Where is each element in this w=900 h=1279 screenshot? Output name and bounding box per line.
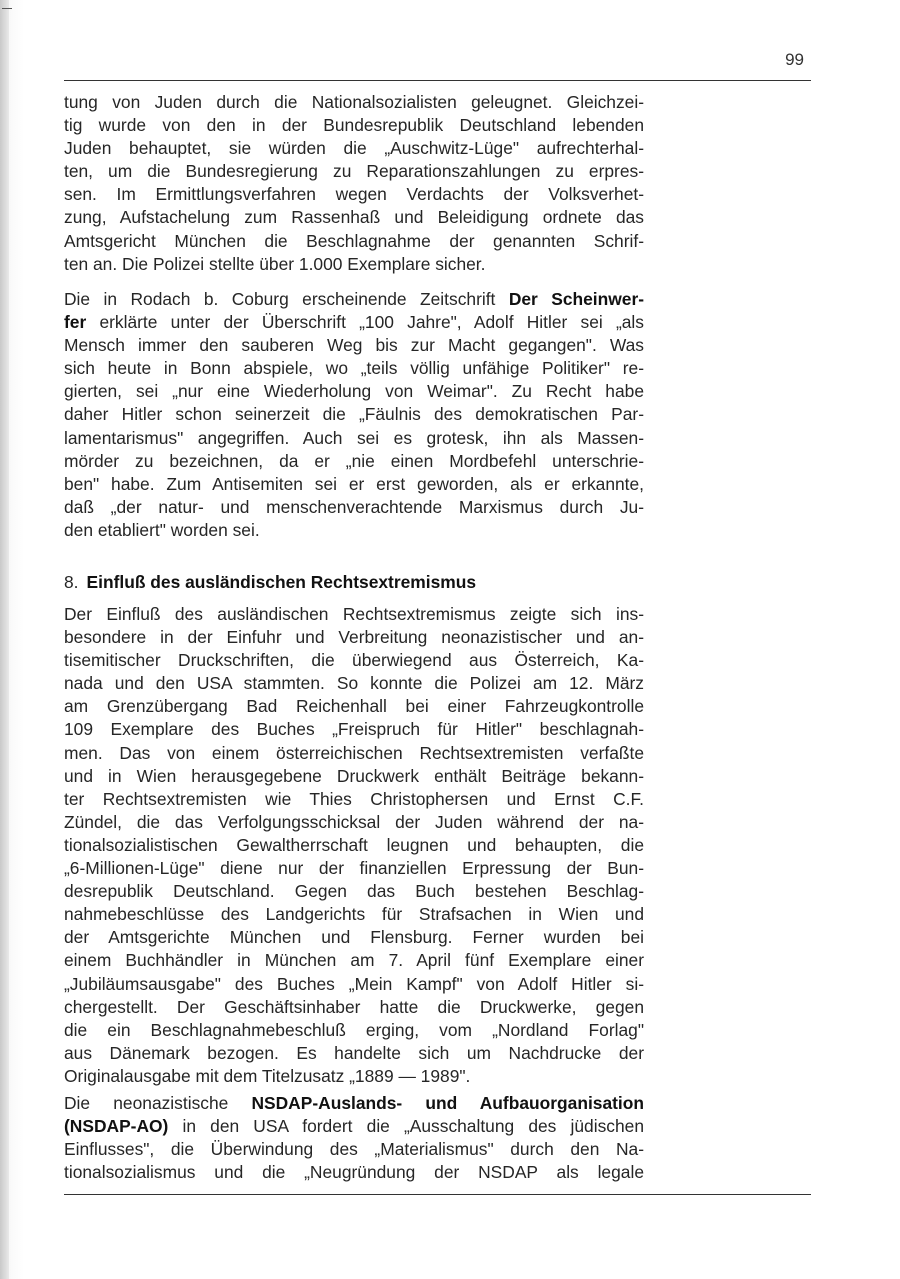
text-line: desrepublik Deutschland. Gegen das Buch bestehen Beschlag- — [64, 881, 644, 902]
text-line: den etabliert" worden sei. — [64, 519, 260, 540]
page-number: 99 — [785, 50, 804, 69]
text-line: zung, Aufstachelung zum Rassenhaß und Beleidigung ordnete das — [64, 207, 644, 228]
text-line: „6-Millionen-Lüge" diene nur der finanziellen Erpressung der Bun- — [64, 858, 644, 879]
text-line: Mensch immer den sauberen Weg bis zur Macht gegangen". Was — [64, 335, 644, 356]
text-line: ten, um die Bundesregierung zu Reparationszahlungen zu erpres- — [64, 161, 644, 182]
text-line: 109 Exemplare des Buches „Freispruch für Hitler" beschlagnah- — [64, 719, 644, 740]
text-line: chergestellt. Der Geschäftsinhaber hatte die Druckwerke, gegen — [64, 996, 644, 1017]
text-line: Der Einfluß des ausländischen Rechtsextremismus zeigte sich ins- — [64, 604, 644, 624]
text-line: Zündel, die das Verfolgungsschicksal der Juden während der na- — [64, 811, 644, 832]
footer-rule — [64, 1194, 811, 1195]
text-line: Juden behauptet, sie würden die „Auschwitz-Lüge" aufrechterhal- — [64, 138, 644, 159]
text-line: tung von Juden durch die Nationalsozialisten geleugnet. Gleichzei- — [64, 92, 644, 112]
text-line: tionalsozialistischen Gewaltherrschaft leugnen und behaupten, die — [64, 834, 644, 855]
text-line: daß „der natur- und menschenverachtende Marxismus durch Ju- — [64, 496, 644, 517]
publication-title: fer — [64, 312, 87, 333]
text-line: daher Hitler schon seinerzeit die „Fäulnis des demokratischen Par- — [64, 404, 644, 425]
text-line: mörder zu bezeichnen, da er „nie einen Mordbefehl unterschrie- — [64, 450, 644, 471]
text-line: Originalausgabe mit dem Titelzusatz „1889 — 1989". — [64, 1065, 471, 1086]
text-line: nahmebeschlüsse des Landgerichts für Strafsachen in Wien und — [64, 904, 644, 925]
text-line: tionalsozialismus und die „Neugründung der NSDAP als legale — [64, 1162, 644, 1183]
text-line: sen. Im Ermittlungsverfahren wegen Verdachts der Volksverhet- — [64, 184, 644, 205]
text-line: die ein Beschlagnahmebeschluß erging, vom „Nordland Forlag" — [64, 1019, 644, 1040]
text-line: gierten, sei „nur eine Wiederholung von Weimar". Zu Recht habe — [64, 381, 644, 402]
section-number: 8. — [64, 572, 79, 592]
organisation-abbreviation: (NSDAP-AO) — [64, 1116, 169, 1137]
text-run: Die neonazistische — [64, 1093, 252, 1113]
text-line — [64, 311, 644, 334]
text-run: in den USA fordert die „Ausschaltung des jüdischen — [168, 1116, 644, 1137]
section-title: Einfluß des ausländischen Rechtsextremismus — [86, 572, 476, 592]
text-line: der Amtsgerichte München und Flensburg. Ferner wurden bei — [64, 927, 644, 948]
text-line: „Jubiläumsausgabe" des Buches „Mein Kampf" von Adolf Hitler si- — [64, 973, 644, 994]
paragraph-1 — [64, 91, 644, 276]
text-line: ben" habe. Zum Antisemiten sei er erst geworden, als er erkannte, — [64, 473, 644, 494]
text-run: erklärte unter der Überschrift „100 Jahre", Adolf Hitler sei „als — [86, 312, 644, 333]
paragraph-3 — [64, 603, 644, 1088]
text-line — [64, 288, 644, 311]
text-line: sich heute in Bonn abspiele, wo „teils völlig unfähige Politiker" re- — [64, 358, 644, 379]
binding-edge — [0, 0, 9, 1279]
text-line: Amtsgericht München die Beschlagnahme der genannten Schrif- — [64, 230, 644, 251]
header-rule — [64, 80, 811, 81]
text-line: tig wurde von den in der Bundesrepublik Deutschland lebenden — [64, 115, 644, 136]
text-line: tisemitischer Druckschriften, die überwiegend aus Österreich, Ka- — [64, 650, 644, 671]
text-line: lamentarismus" angegriffen. Auch sei es grotesk, ihn als Massen- — [64, 427, 644, 448]
text-line: ter Rechtsextremisten wie Thies Christophersen und Ernst C.F. — [64, 788, 644, 809]
text-line: ten an. Die Polizei stellte über 1.000 Exemplare sicher. — [64, 253, 486, 274]
publication-title: Der Scheinwer- — [508, 289, 645, 309]
section-heading — [64, 571, 476, 594]
text-line: nada und den USA stammten. So konnte die Polizei am 12. März — [64, 673, 644, 694]
text-line: am Grenzübergang Bad Reichenhall bei einer Fahrzeugkontrolle — [64, 696, 644, 717]
text-line — [64, 1092, 644, 1115]
text-line: einem Buchhändler in München am 7. April fünf Exemplare einer — [64, 950, 644, 971]
text-line: besondere in der Einfuhr und Verbreitung neonazistischer und an- — [64, 627, 644, 648]
paragraph-4 — [64, 1092, 644, 1184]
text-line: men. Das von einem österreichischen Rechtsextremisten verfaßte — [64, 742, 644, 763]
text-line: aus Dänemark bezogen. Es handelte sich um Nachdrucke der — [64, 1042, 644, 1063]
paragraph-2 — [64, 288, 644, 542]
text-line — [64, 1115, 644, 1138]
text-line: Einflusses", die Überwindung des „Materialismus" durch den Na- — [64, 1139, 644, 1160]
text-run: Die in Rodach b. Coburg erscheinende Zeitschrift — [64, 289, 509, 309]
text-line: und in Wien herausgegebene Druckwerk enthält Beiträge bekann- — [64, 765, 644, 786]
corner-mark — [2, 8, 12, 9]
organisation-name: NSDAP-Auslands- und Aufbauorganisation — [251, 1093, 644, 1113]
